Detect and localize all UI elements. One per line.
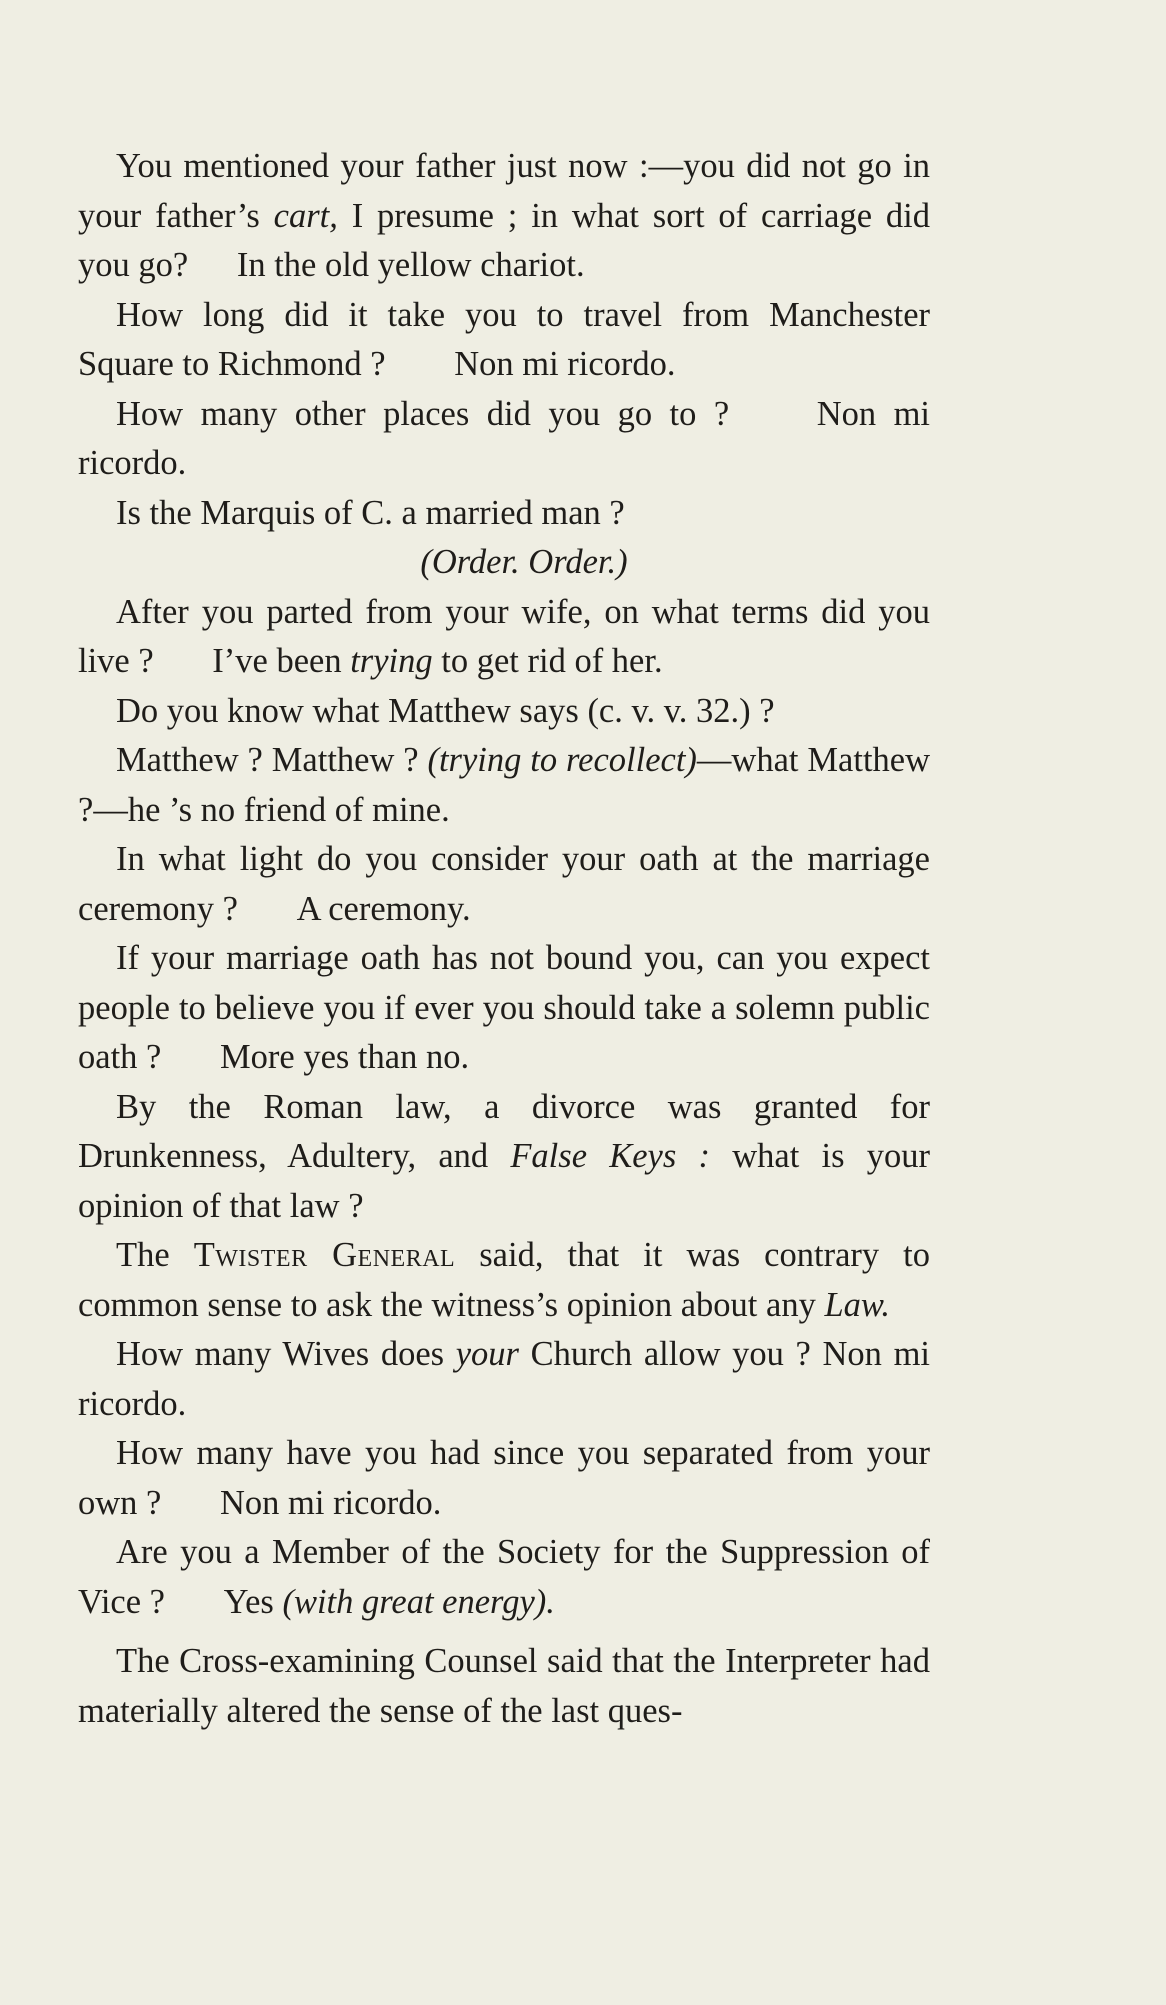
- question-text: How many other places did you go to ?: [116, 394, 730, 433]
- question-text: If your marriage oath has not bound you, can you expect people to believe you if ever you should take a solemn public oath ?: [78, 939, 930, 1076]
- paragraph-2: [78, 291, 930, 390]
- question-text: How long did it take you to travel from Manchester Square to Richmond ?: [78, 295, 930, 383]
- paragraph-9: [78, 934, 930, 1083]
- answer-text: Matthew ? Matthew ?: [116, 741, 428, 779]
- question-text: By the Roman law, a divorce was granted for Drunkenness, Adultery, and: [78, 1087, 930, 1175]
- answer-text: Non mi ricordo.: [219, 1483, 442, 1522]
- italic-text: cart,: [273, 196, 338, 235]
- paragraph-14: [78, 1528, 930, 1627]
- question-text: In what light do you consider your oath at the marriage ceremony ?: [78, 840, 930, 928]
- italic-text: trying: [350, 642, 433, 680]
- italic-text: Law.: [824, 1285, 890, 1324]
- paragraph-10: [78, 1083, 930, 1232]
- italic-text: your: [455, 1335, 519, 1373]
- question-text: what is your opinion of that law ?: [78, 1137, 930, 1225]
- question-text: Do you know what Matthew says (c. v. v. 32.) ?: [116, 691, 775, 730]
- question-text: Is the Marquis of C. a married man ?: [116, 493, 625, 532]
- paragraph-11: [78, 1231, 930, 1330]
- question-text: Are you a Member of the Society for the Suppression of Vice ?: [78, 1533, 930, 1621]
- paragraph-5: [78, 588, 930, 687]
- answer-text: More yes than no.: [219, 1038, 470, 1076]
- answer-text: I’ve been: [212, 642, 351, 680]
- paragraph-3: [78, 390, 930, 489]
- answer-text: Non mi ricordo.: [78, 394, 931, 482]
- paragraph-4: [78, 489, 930, 539]
- question-text: After you parted from your wife, on what terms did you live ?: [78, 592, 930, 680]
- paragraph-7: [78, 736, 930, 835]
- paragraph-1: [78, 142, 930, 291]
- answer-text: to get rid of her.: [432, 642, 663, 680]
- small-caps-text: Twister General: [193, 1236, 456, 1274]
- answer-text: In the old yellow chariot.: [236, 246, 585, 284]
- italic-text: (trying to recollect): [427, 741, 697, 779]
- answer-text: Non mi ricordo.: [78, 1335, 931, 1423]
- question-text: How many Wives does: [116, 1335, 456, 1373]
- statement-text: The: [116, 1236, 194, 1274]
- question-text: How many have you had since you separated from your own ?: [78, 1434, 930, 1522]
- answer-text: —what Matthew ?—he ’s no friend of mine.: [78, 741, 931, 829]
- question-text: Church allow you ?: [518, 1335, 811, 1373]
- answer-text: Yes: [223, 1582, 283, 1621]
- paragraph-8: [78, 835, 930, 934]
- answer-text: A ceremony.: [296, 889, 471, 928]
- paragraph-15: [78, 1637, 930, 1736]
- italic-text: False Keys :: [510, 1137, 711, 1175]
- page-text: [78, 142, 930, 1736]
- statement-text: The Cross-examining Counsel said that the Interpreter had materially altered the sense of the last ques-: [78, 1642, 930, 1730]
- question-text: You mentioned your father just now :—you did not go in your father’s: [78, 147, 930, 235]
- order-line: (Order. Order.): [420, 543, 628, 581]
- paragraph-12: [78, 1330, 930, 1429]
- question-text: I presume ; in what sort of carriage did you go?: [78, 196, 930, 284]
- paragraph-13: [78, 1429, 930, 1528]
- paragraph-6: [78, 687, 930, 737]
- italic-text: (with great energy).: [282, 1582, 555, 1621]
- statement-text: said, that it was contrary to common sense to ask the witness’s opinion about any: [78, 1236, 931, 1324]
- answer-text: Non mi ricordo.: [454, 345, 676, 383]
